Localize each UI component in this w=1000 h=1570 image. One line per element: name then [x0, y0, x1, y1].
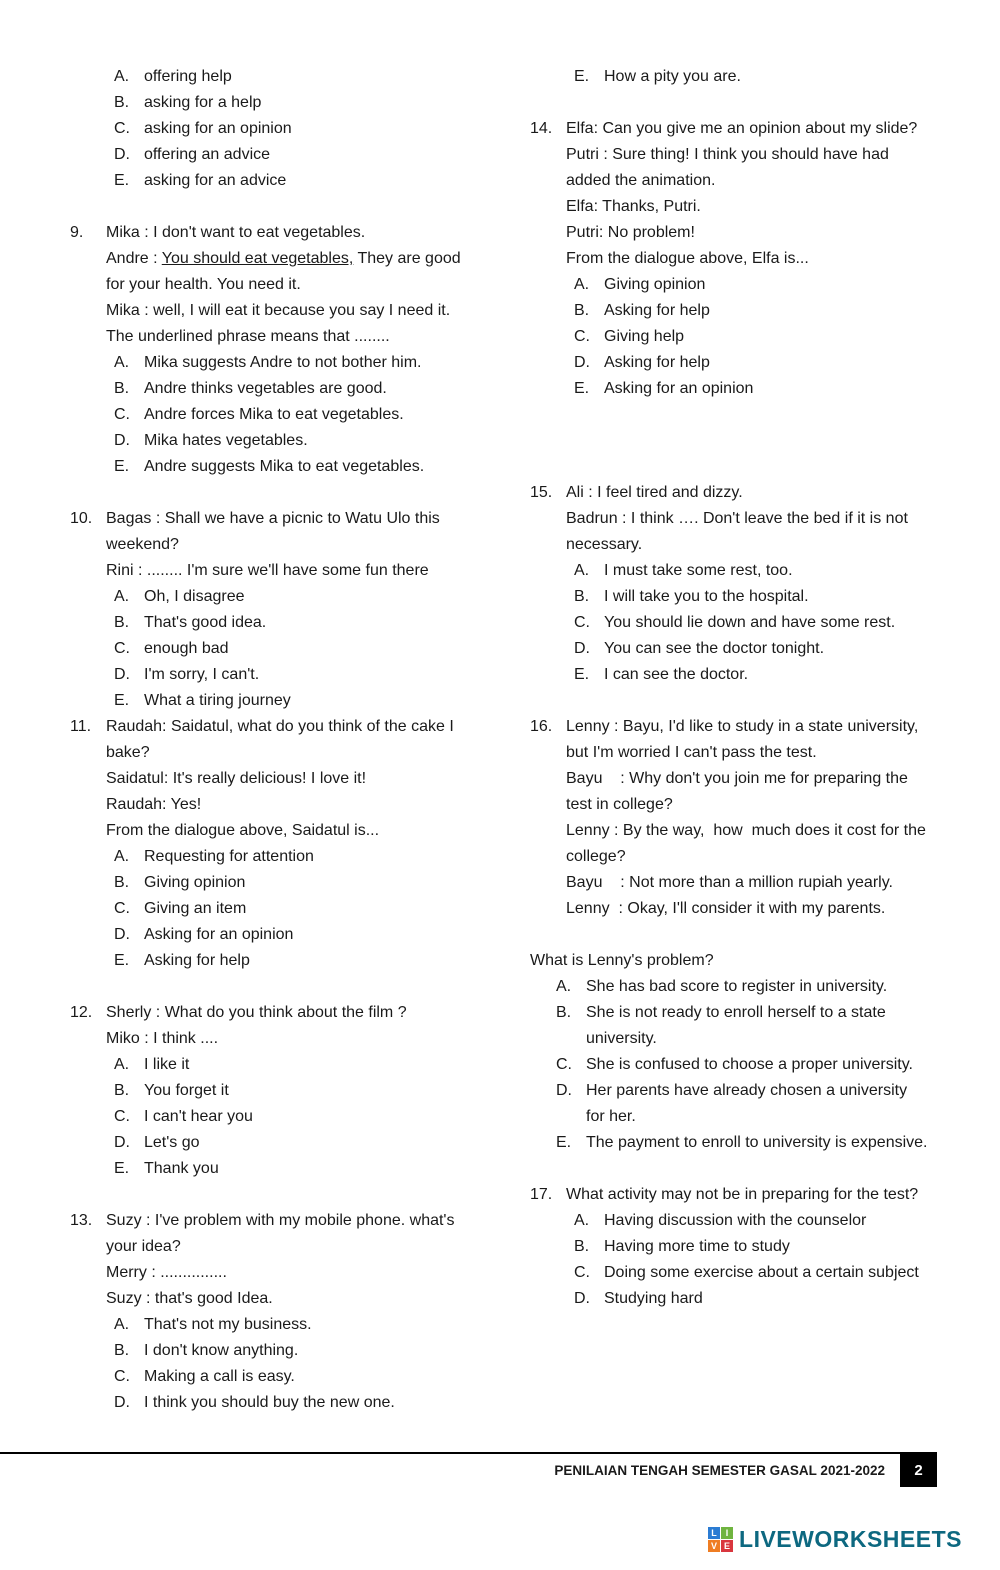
answer-option — [574, 558, 930, 584]
text-line: The underlined phrase means that ........ — [106, 328, 390, 345]
question-body — [106, 64, 470, 194]
option-text: Making a call is easy. — [144, 1368, 295, 1385]
question-row — [530, 480, 930, 688]
logo-tile-v: V — [708, 1540, 720, 1552]
text-line: Lenny : Okay, I'll consider it with my parents. — [566, 900, 886, 917]
option-text: Requesting for attention — [144, 848, 314, 865]
text-line: Badrun : I think …. Don't leave the bed if it is not necessary. — [566, 510, 913, 553]
option-text: offering an advice — [144, 146, 271, 163]
option-letter: C. — [556, 1056, 572, 1073]
answer-option — [574, 1260, 930, 1286]
answer-option — [114, 428, 470, 454]
option-letter: D. — [574, 640, 590, 657]
option-text: Thank you — [144, 1160, 219, 1177]
text-line: Sherly : What do you think about the film ? — [106, 1004, 407, 1021]
question-body — [566, 480, 930, 688]
page-footer — [0, 1452, 937, 1487]
option-letter: C. — [114, 120, 130, 137]
option-text: Andre suggests Mika to eat vegetables. — [144, 458, 425, 475]
option-text: Let's go — [144, 1134, 200, 1151]
option-letter: B. — [574, 302, 590, 319]
text-segment: Andre : — [106, 250, 162, 267]
question-row — [530, 116, 930, 402]
text-line: Mika : well, I will eat it because you say I need it. — [106, 302, 451, 319]
option-letter: E. — [114, 692, 130, 709]
option-text: That's good idea. — [144, 614, 267, 631]
answer-option — [574, 1234, 930, 1260]
option-text: enough bad — [144, 640, 229, 657]
option-text: Doing some exercise about a certain subject — [604, 1264, 919, 1281]
option-text: Her parents have already chosen a university for her. — [586, 1082, 912, 1125]
option-text: I think you should buy the new one. — [144, 1394, 395, 1411]
option-letter: C. — [574, 328, 590, 345]
option-letter: D. — [574, 1290, 590, 1307]
answer-option — [114, 636, 470, 662]
answer-option — [114, 116, 470, 142]
text-line: Saidatul: It's really delicious! I love it! — [106, 770, 367, 787]
answer-option — [556, 974, 930, 1000]
answer-option — [114, 402, 470, 428]
option-letter: B. — [556, 1004, 572, 1021]
option-letter: B. — [574, 588, 590, 605]
option-letter: E. — [114, 952, 130, 969]
option-text: Asking for help — [144, 952, 250, 969]
answer-option — [114, 1156, 470, 1182]
option-letter: B. — [114, 380, 130, 397]
question-number: 15. — [530, 484, 553, 501]
option-letter: E. — [574, 68, 590, 85]
left-column — [70, 64, 470, 1416]
question-body — [566, 64, 930, 90]
answer-option — [574, 350, 930, 376]
underlined-phrase: You should eat vegetables, — [161, 250, 354, 267]
answer-option — [574, 636, 930, 662]
text-line: Rini : ........ I'm sure we'll have some fun there — [106, 562, 429, 579]
answer-option — [114, 1078, 470, 1104]
question-body — [106, 220, 470, 480]
option-text: You forget it — [144, 1082, 229, 1099]
text-line: Raudah: Saidatul, what do you think of the cake I bake? — [106, 718, 459, 761]
answer-option — [556, 1000, 930, 1052]
option-text: The payment to enroll to university is expensive. — [586, 1134, 928, 1151]
option-text: How a pity you are. — [604, 68, 741, 85]
option-letter: E. — [574, 666, 590, 683]
option-text: You can see the doctor tonight. — [604, 640, 825, 657]
text-line: Ali : I feel tired and dizzy. — [566, 484, 743, 501]
question-block — [70, 506, 470, 714]
answer-option — [114, 90, 470, 116]
text-line — [106, 246, 470, 298]
option-letter: C. — [574, 614, 590, 631]
text-line: Lenny : By the way, how much does it cost for the college? — [566, 822, 931, 865]
option-text: Andre forces Mika to eat vegetables. — [144, 406, 404, 423]
option-text: That's not my business. — [144, 1316, 312, 1333]
option-text: Mika hates vegetables. — [144, 432, 308, 449]
option-letter: A. — [574, 1212, 590, 1229]
answer-option — [114, 948, 470, 974]
answer-option — [114, 454, 470, 480]
question-number: 14. — [530, 120, 553, 137]
question-row — [70, 506, 470, 714]
option-text: Having discussion with the counselor — [604, 1212, 867, 1229]
question-block — [70, 714, 470, 974]
text-line: From the dialogue above, Saidatul is... — [106, 822, 380, 839]
option-letter: D. — [114, 1134, 130, 1151]
option-text: Giving help — [604, 328, 685, 345]
question-block — [70, 220, 470, 480]
option-letter: A. — [574, 276, 590, 293]
answer-option — [574, 272, 930, 298]
liveworksheets-logo[interactable] — [708, 1526, 962, 1553]
question-row — [70, 1208, 470, 1416]
option-text: Giving an item — [144, 900, 247, 917]
text-line: Suzy : I've problem with my mobile phone. what's your idea? — [106, 1212, 459, 1255]
option-text: Andre thinks vegetables are good. — [144, 380, 387, 397]
text-line: Putri : Sure thing! I think you should have had added the animation. — [566, 146, 894, 189]
question-number: 9. — [70, 224, 84, 241]
option-letter: E. — [114, 1160, 130, 1177]
option-text: I can't hear you — [144, 1108, 253, 1125]
question-number: 11. — [70, 718, 92, 735]
option-letter: D. — [114, 432, 130, 449]
page-number: 2 — [900, 1454, 937, 1487]
answer-option — [574, 1286, 930, 1312]
option-letter: C. — [114, 900, 130, 917]
option-text: I'm sorry, I can't. — [144, 666, 260, 683]
right-column — [530, 64, 930, 1416]
option-letter: D. — [114, 146, 130, 163]
question-body — [106, 1208, 470, 1416]
question-row — [70, 220, 470, 480]
option-text: asking for an opinion — [144, 120, 292, 137]
option-text: asking for an advice — [144, 172, 287, 189]
option-letter: A. — [574, 562, 590, 579]
option-text: I don't know anything. — [144, 1342, 299, 1359]
option-letter: D. — [114, 1394, 130, 1411]
option-letter: A. — [114, 1316, 130, 1333]
option-text: She is confused to choose a proper university. — [586, 1056, 913, 1073]
answer-option — [114, 1312, 470, 1338]
answer-option — [114, 662, 470, 688]
answer-option — [114, 350, 470, 376]
text-line: Mika : I don't want to eat vegetables. — [106, 224, 366, 241]
question-block — [530, 116, 930, 402]
question-block — [70, 1000, 470, 1182]
text-line: From the dialogue above, Elfa is... — [566, 250, 809, 267]
option-letter: B. — [114, 94, 130, 111]
option-text: Mika suggests Andre to not bother him. — [144, 354, 422, 371]
answer-option — [114, 922, 470, 948]
option-letter: D. — [574, 354, 590, 371]
text-line: Elfa: Thanks, Putri. — [566, 198, 701, 215]
question-number: 13. — [70, 1212, 93, 1229]
option-text: I like it — [144, 1056, 190, 1073]
question-block — [70, 1208, 470, 1416]
option-letter: D. — [556, 1082, 572, 1099]
option-letter: C. — [114, 640, 130, 657]
option-letter: C. — [114, 1108, 130, 1125]
option-letter: B. — [114, 614, 130, 631]
option-letter: A. — [556, 978, 572, 995]
option-text: offering help — [144, 68, 232, 85]
answer-option — [114, 376, 470, 402]
answer-option — [574, 584, 930, 610]
answer-option — [114, 1390, 470, 1416]
answer-option — [574, 610, 930, 636]
options-block — [530, 64, 930, 90]
footer-title: PENILAIAN TENGAH SEMESTER GASAL 2021-2022 — [554, 1463, 885, 1478]
option-letter: B. — [114, 874, 130, 891]
question-block — [530, 714, 930, 922]
question-row — [530, 1182, 930, 1312]
answer-option — [556, 1052, 930, 1078]
option-text: Giving opinion — [604, 276, 706, 293]
text-line: Putri: No problem! — [566, 224, 695, 241]
option-text: Asking for an opinion — [144, 926, 294, 943]
logo-tile-l: L — [708, 1527, 720, 1539]
option-letter: E. — [556, 1134, 572, 1151]
question-number: 10. — [70, 510, 93, 527]
option-text: She has bad score to register in university. — [586, 978, 888, 995]
option-letter: A. — [114, 588, 130, 605]
answer-option — [556, 1130, 930, 1156]
answer-option — [114, 1338, 470, 1364]
text-line: What activity may not be in preparing for the test? — [566, 1186, 919, 1203]
options-block — [70, 64, 470, 194]
question-body — [106, 506, 470, 714]
liveworksheets-logo-icon — [708, 1527, 733, 1552]
question-row — [530, 714, 930, 922]
text-segment: They are good for your health. You need it. — [106, 250, 466, 293]
option-letter: D. — [114, 926, 130, 943]
option-text: asking for a help — [144, 94, 262, 111]
answer-option — [114, 1364, 470, 1390]
option-letter: E. — [574, 380, 590, 397]
logo-tile-i: I — [721, 1527, 733, 1539]
question-body — [106, 714, 470, 974]
option-letter: A. — [114, 1056, 130, 1073]
question-body — [566, 1182, 930, 1312]
text-line: Raudah: Yes! — [106, 796, 202, 813]
option-letter: B. — [574, 1238, 590, 1255]
question-row — [70, 1000, 470, 1182]
text-block — [530, 948, 930, 1156]
answer-option — [114, 688, 470, 714]
answer-option — [574, 1208, 930, 1234]
option-letter: D. — [114, 666, 130, 683]
logo-tile-e: E — [721, 1540, 733, 1552]
answer-option — [574, 376, 930, 402]
option-letter: A. — [114, 848, 130, 865]
option-letter: A. — [114, 354, 130, 371]
text-line: Lenny : Bayu, I'd like to study in a state university, but I'm worried I can't pass the test. — [566, 718, 923, 761]
option-text: You should lie down and have some rest. — [604, 614, 896, 631]
answer-option — [556, 1078, 930, 1130]
option-text: Having more time to study — [604, 1238, 790, 1255]
option-text: I can see the doctor. — [604, 666, 749, 683]
answer-option — [114, 844, 470, 870]
answer-option — [114, 1052, 470, 1078]
question-row — [530, 64, 930, 90]
answer-option — [114, 610, 470, 636]
option-letter: C. — [574, 1264, 590, 1281]
question-block — [530, 480, 930, 688]
text-line: Suzy : that's good Idea. — [106, 1290, 273, 1307]
answer-option — [114, 1130, 470, 1156]
answer-option — [114, 896, 470, 922]
option-letter: E. — [114, 172, 130, 189]
answer-option — [114, 64, 470, 90]
answer-option — [114, 168, 470, 194]
answer-option — [114, 142, 470, 168]
question-number: 17. — [530, 1186, 553, 1203]
option-text: What a tiring journey — [144, 692, 291, 709]
option-text: Asking for help — [604, 302, 710, 319]
question-body — [566, 714, 930, 922]
answer-option — [114, 1104, 470, 1130]
answer-option — [574, 324, 930, 350]
text-line: Elfa: Can you give me an opinion about my slide? — [566, 120, 918, 137]
option-letter: B. — [114, 1082, 130, 1099]
option-text: Oh, I disagree — [144, 588, 245, 605]
text-line: Miko : I think .... — [106, 1030, 219, 1047]
question-body — [566, 116, 930, 402]
option-text: Asking for help — [604, 354, 710, 371]
question-number: 16. — [530, 718, 553, 735]
text-line: Bayu : Why don't you join me for preparing the test in college? — [566, 770, 913, 813]
option-text: She is not ready to enroll herself to a state university. — [586, 1004, 891, 1047]
option-text: I must take some rest, too. — [604, 562, 793, 579]
question-row — [70, 714, 470, 974]
question-body — [106, 1000, 470, 1182]
liveworksheets-wordmark: LIVEWORKSHEETS — [739, 1526, 962, 1552]
worksheet-page-content — [70, 64, 930, 1416]
answer-option — [574, 298, 930, 324]
text-line: Merry : ............... — [106, 1264, 227, 1281]
question-number: 12. — [70, 1004, 93, 1021]
option-letter: A. — [114, 68, 130, 85]
option-text: Studying hard — [604, 1290, 703, 1307]
answer-option — [114, 870, 470, 896]
option-text: Giving opinion — [144, 874, 246, 891]
answer-option — [574, 662, 930, 688]
option-letter: C. — [114, 406, 130, 423]
text-line: What is Lenny's problem? — [530, 952, 714, 969]
question-row — [70, 64, 470, 194]
answer-option — [574, 64, 930, 90]
option-text: Asking for an opinion — [604, 380, 754, 397]
question-block — [530, 1182, 930, 1312]
text-line: Bayu : Not more than a million rupiah yearly. — [566, 874, 893, 891]
text-line: Bagas : Shall we have a picnic to Watu Ulo this weekend? — [106, 510, 445, 553]
option-letter: C. — [114, 1368, 130, 1385]
option-letter: E. — [114, 458, 130, 475]
option-letter: B. — [114, 1342, 130, 1359]
answer-option — [114, 584, 470, 610]
option-text: I will take you to the hospital. — [604, 588, 809, 605]
